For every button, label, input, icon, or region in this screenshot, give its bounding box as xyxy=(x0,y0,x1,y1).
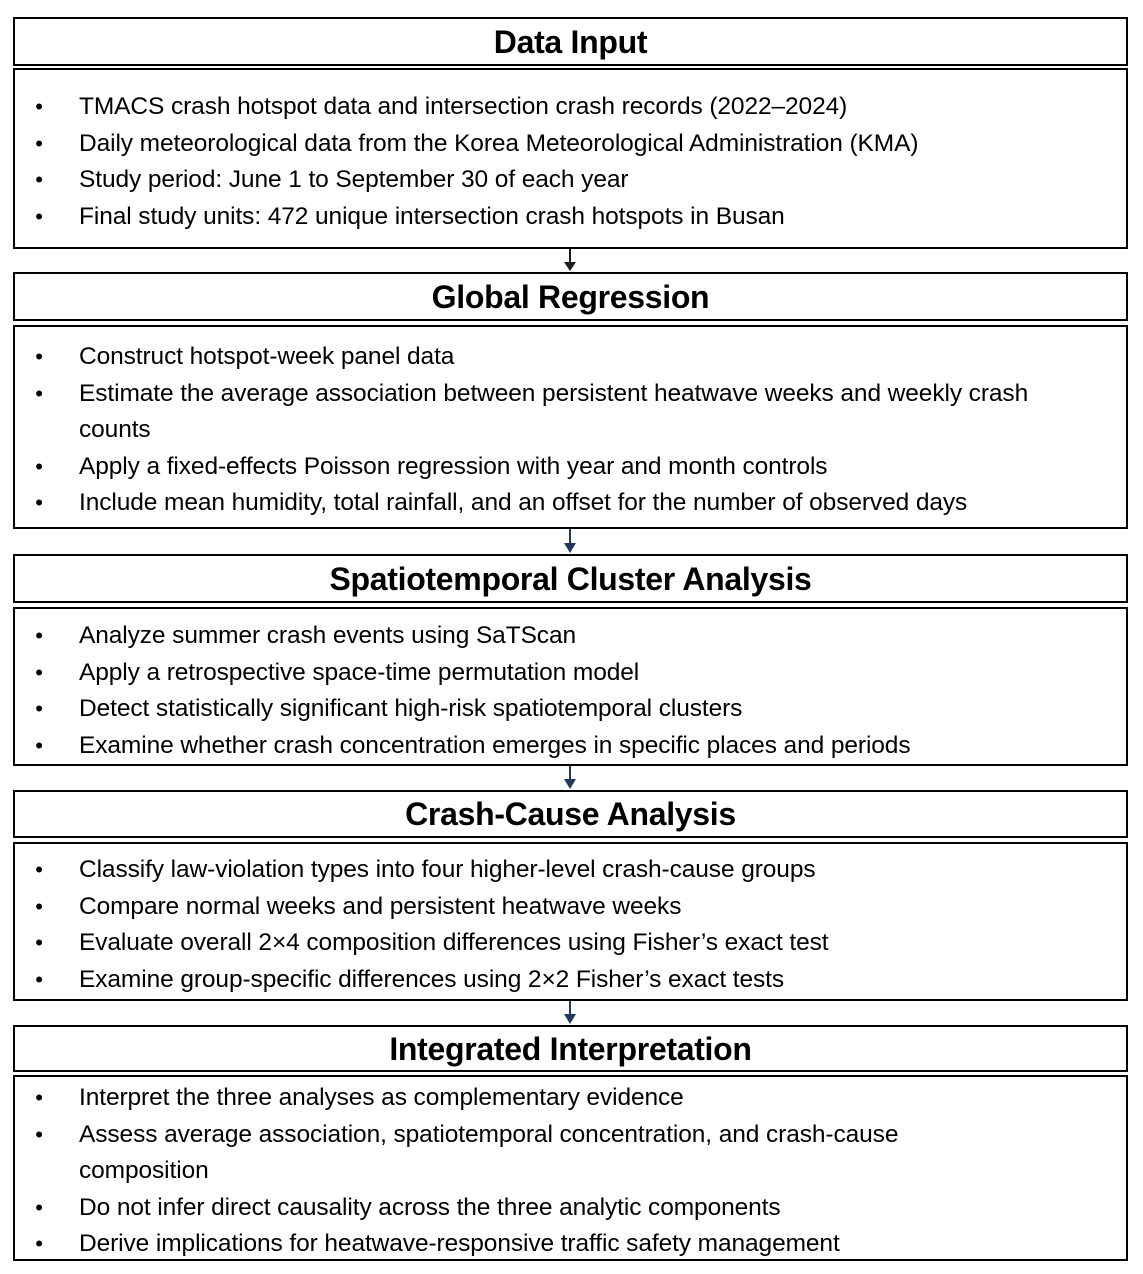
section-title-box-crash-cause-analysis xyxy=(13,790,1128,838)
section-title-box-integrated-interpretation xyxy=(13,1025,1128,1072)
bullet-item xyxy=(15,1190,1126,1227)
bullet-item xyxy=(15,852,1126,889)
bullet-text: Evaluate overall 2×4 composition differences using Fisher’s exact test xyxy=(79,929,829,956)
bullet-dot: • xyxy=(35,696,43,721)
section-title: Crash-Cause Analysis xyxy=(405,796,736,832)
bullet-item xyxy=(15,199,1126,236)
section-title: Data Input xyxy=(493,23,648,60)
bullet-item xyxy=(15,1117,1126,1190)
bullet-dot: • xyxy=(35,930,43,955)
bullet-dot: • xyxy=(35,1194,43,1220)
section-content-box-integrated-interpretation xyxy=(13,1075,1128,1261)
bullet-text: Interpret the three analyses as complementary evidence xyxy=(79,1084,684,1111)
bullet-item xyxy=(15,89,1126,126)
flow-arrow-down-icon xyxy=(562,1001,578,1025)
bullet-list xyxy=(15,89,1126,235)
bullet-item xyxy=(15,962,1126,999)
bullet-dot: • xyxy=(35,1121,43,1147)
bullet-text: Classify law-violation types into four higher-level crash-cause groups xyxy=(79,856,816,883)
bullet-text: Examine whether crash concentration emerges in specific places and periods xyxy=(79,731,911,759)
bullet-dot: • xyxy=(35,857,43,882)
bullet-item xyxy=(15,339,1126,376)
bullet-list xyxy=(15,339,1126,522)
bullet-dot: • xyxy=(35,380,43,406)
bullet-list xyxy=(15,618,1126,764)
bullet-item xyxy=(15,485,1126,522)
bullet-text: TMACS crash hotspot data and intersection crash records (2022–2024) xyxy=(79,93,848,120)
bullet-dot: • xyxy=(35,453,43,479)
bullet-text: Compare normal weeks and persistent heatwave weeks xyxy=(79,892,682,920)
bullet-list xyxy=(15,852,1126,998)
bullet-text: Detect statistically significant high-risk spatiotemporal clusters xyxy=(79,695,743,722)
bullet-text: Apply a retrospective space-time permutation model xyxy=(79,658,640,686)
bullet-item xyxy=(15,618,1126,655)
bullet-item xyxy=(15,376,1126,449)
bullet-text: Apply a fixed-effects Poisson regression with year and month controls xyxy=(79,452,828,480)
section-title-box-global-regression xyxy=(13,272,1128,321)
bullet-dot: • xyxy=(35,966,43,992)
bullet-text: Examine group-specific differences using 2×2 Fisher’s exact tests xyxy=(79,965,785,993)
bullet-item xyxy=(15,889,1126,926)
bullet-item xyxy=(15,1080,1126,1117)
section-content-box-spatiotemporal-cluster-analysis xyxy=(13,607,1128,766)
section-title: Spatiotemporal Cluster Analysis xyxy=(329,560,812,597)
bullet-text: Analyze summer crash events using SaTScan xyxy=(79,622,577,649)
bullet-item xyxy=(15,925,1126,962)
bullet-dot: • xyxy=(35,94,43,119)
bullet-text: Derive implications for heatwave-responsive traffic safety management xyxy=(79,1230,840,1257)
bullet-item xyxy=(15,691,1126,728)
bullet-item xyxy=(15,162,1126,199)
bullet-text: Daily meteorological data from the Korea Meteorological Administration (KMA) xyxy=(79,129,919,157)
bullet-item xyxy=(15,126,1126,163)
bullet-dot: • xyxy=(35,1085,43,1110)
bullet-text: Construct hotspot-week panel data xyxy=(79,343,455,370)
section-title-box-spatiotemporal-cluster-analysis xyxy=(13,554,1128,603)
bullet-text: Do not infer direct causality across the three analytic components xyxy=(79,1193,781,1221)
section-content-box-crash-cause-analysis xyxy=(13,842,1128,1001)
flow-arrow-down-icon xyxy=(562,529,578,554)
section-title: Integrated Interpretation xyxy=(389,1030,752,1067)
bullet-item xyxy=(15,1226,1126,1263)
flow-arrow-down-icon xyxy=(562,766,578,790)
bullet-dot: • xyxy=(35,490,43,515)
bullet-dot: • xyxy=(35,659,43,685)
bullet-dot: • xyxy=(35,203,43,229)
bullet-dot: • xyxy=(35,1231,43,1256)
bullet-list xyxy=(15,1080,1126,1263)
bullet-dot: • xyxy=(35,623,43,648)
bullet-text: Assess average association, spatiotemporal concentration, and crash-cause composition xyxy=(79,1120,899,1184)
bullet-dot: • xyxy=(35,893,43,919)
section-title: Global Regression xyxy=(431,278,710,315)
bullet-text: Final study units: 472 unique intersection crash hotspots in Busan xyxy=(79,202,785,230)
bullet-text: Study period: June 1 to September 30 of each year xyxy=(79,166,629,193)
bullet-item xyxy=(15,449,1126,486)
section-content-box-data-input xyxy=(13,68,1128,249)
bullet-dot: • xyxy=(35,130,43,156)
bullet-dot: • xyxy=(35,167,43,192)
bullet-dot: • xyxy=(35,732,43,758)
bullet-text: Include mean humidity, total rainfall, and an offset for the number of observed days xyxy=(79,489,968,516)
bullet-item xyxy=(15,728,1126,765)
bullet-dot: • xyxy=(35,344,43,369)
flow-arrow-down-icon xyxy=(562,249,578,272)
section-title-box-data-input xyxy=(13,17,1128,66)
section-content-box-global-regression xyxy=(13,325,1128,529)
bullet-item xyxy=(15,655,1126,692)
bullet-text: Estimate the average association between persistent heatwave weeks and weekly crash counts xyxy=(79,379,1029,443)
